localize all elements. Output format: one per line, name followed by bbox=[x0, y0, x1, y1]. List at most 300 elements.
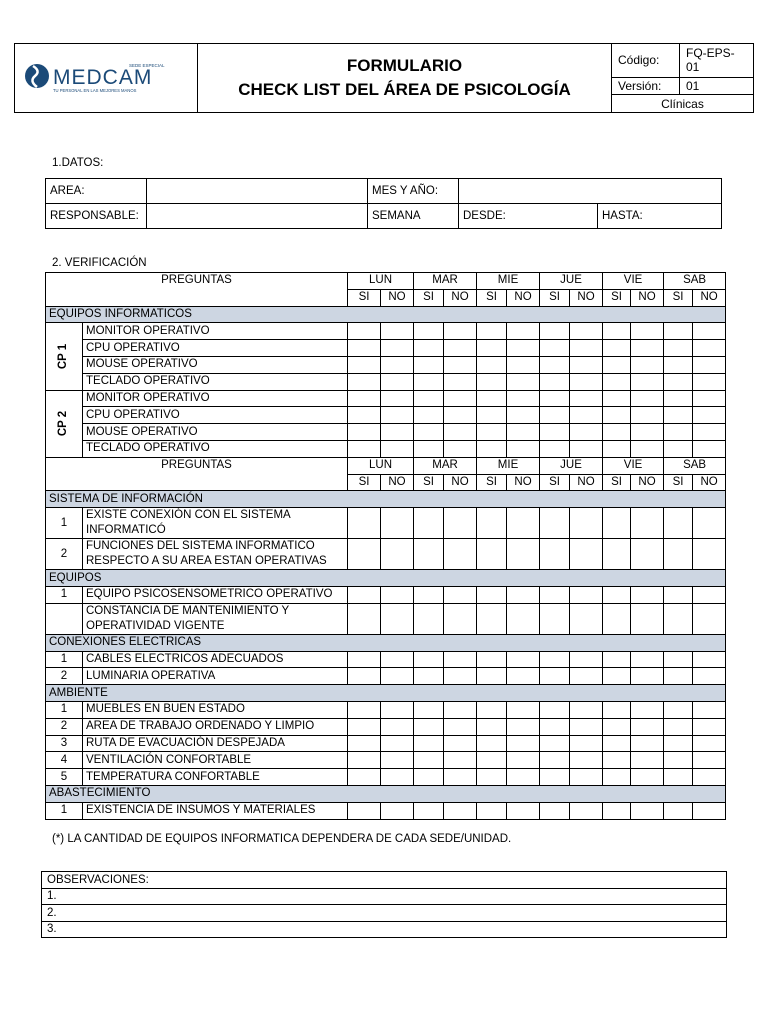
check-cell[interactable] bbox=[693, 651, 726, 668]
check-cell[interactable] bbox=[381, 340, 414, 357]
check-cell[interactable] bbox=[381, 668, 414, 685]
observacion-line-3[interactable]: 3. bbox=[42, 921, 727, 938]
check-cell[interactable] bbox=[664, 508, 693, 539]
check-cell[interactable] bbox=[507, 586, 540, 603]
check-cell[interactable] bbox=[603, 769, 631, 786]
no-header: NO bbox=[444, 474, 477, 491]
check-cell[interactable] bbox=[603, 668, 631, 685]
check-cell[interactable] bbox=[477, 603, 507, 634]
table-row bbox=[46, 440, 726, 457]
check-cell[interactable] bbox=[414, 539, 444, 570]
check-cell[interactable] bbox=[381, 769, 414, 786]
check-cell[interactable] bbox=[348, 752, 381, 769]
mes-field[interactable] bbox=[459, 179, 722, 204]
table-footnote: (*) LA CANTIDAD DE EQUIPOS INFORMATICA DEPENDERA DE CADA SEDE/UNIDAD. bbox=[52, 833, 512, 845]
check-cell[interactable] bbox=[348, 668, 381, 685]
check-cell[interactable] bbox=[381, 407, 414, 424]
check-cell[interactable] bbox=[477, 668, 507, 685]
check-cell[interactable] bbox=[603, 424, 631, 441]
check-cell[interactable] bbox=[477, 586, 507, 603]
check-cell[interactable] bbox=[540, 586, 570, 603]
check-cell[interactable] bbox=[507, 752, 540, 769]
check-cell[interactable] bbox=[603, 651, 631, 668]
no-header: NO bbox=[381, 289, 414, 306]
check-cell[interactable] bbox=[631, 718, 664, 735]
check-cell[interactable] bbox=[381, 323, 414, 340]
check-cell[interactable] bbox=[507, 356, 540, 373]
check-cell[interactable] bbox=[603, 752, 631, 769]
check-cell[interactable] bbox=[693, 603, 726, 634]
check-cell[interactable] bbox=[414, 586, 444, 603]
question-text: TEMPERATURA CONFORTABLE bbox=[83, 769, 348, 786]
si-header: SI bbox=[348, 474, 381, 491]
check-cell[interactable] bbox=[414, 390, 444, 407]
check-cell[interactable] bbox=[631, 390, 664, 407]
si-header: SI bbox=[603, 289, 631, 306]
check-cell[interactable] bbox=[348, 769, 381, 786]
check-cell[interactable] bbox=[507, 735, 540, 752]
check-cell[interactable] bbox=[603, 701, 631, 718]
no-header: NO bbox=[693, 474, 726, 491]
check-cell[interactable] bbox=[414, 651, 444, 668]
table-row bbox=[46, 323, 726, 340]
check-cell[interactable] bbox=[693, 668, 726, 685]
question-text: MUEBLES EN BUEN ESTADO bbox=[83, 701, 348, 718]
check-cell[interactable] bbox=[693, 718, 726, 735]
check-cell[interactable] bbox=[631, 440, 664, 457]
check-cell[interactable] bbox=[664, 668, 693, 685]
check-cell[interactable] bbox=[414, 440, 444, 457]
check-cell[interactable] bbox=[381, 701, 414, 718]
check-cell[interactable] bbox=[507, 603, 540, 634]
check-cell[interactable] bbox=[444, 373, 477, 390]
check-cell[interactable] bbox=[603, 586, 631, 603]
check-cell[interactable] bbox=[631, 586, 664, 603]
check-cell[interactable] bbox=[603, 539, 631, 570]
check-cell[interactable] bbox=[507, 340, 540, 357]
check-cell[interactable] bbox=[414, 603, 444, 634]
check-cell[interactable] bbox=[664, 752, 693, 769]
check-cell[interactable] bbox=[540, 603, 570, 634]
check-cell[interactable] bbox=[570, 668, 603, 685]
check-cell[interactable] bbox=[348, 340, 381, 357]
check-cell[interactable] bbox=[414, 701, 444, 718]
question-text: EXISTE CONEXIÓN CON EL SISTEMA INFORMATICÓ bbox=[83, 508, 348, 539]
check-cell[interactable] bbox=[507, 668, 540, 685]
check-cell[interactable] bbox=[570, 424, 603, 441]
check-cell[interactable] bbox=[414, 752, 444, 769]
check-cell[interactable] bbox=[507, 651, 540, 668]
check-cell[interactable] bbox=[631, 356, 664, 373]
check-cell[interactable] bbox=[693, 539, 726, 570]
check-cell[interactable] bbox=[414, 373, 444, 390]
check-cell[interactable] bbox=[444, 390, 477, 407]
check-cell[interactable] bbox=[570, 440, 603, 457]
check-cell[interactable] bbox=[664, 735, 693, 752]
check-cell[interactable] bbox=[631, 603, 664, 634]
table-row bbox=[46, 769, 726, 786]
logo-cell bbox=[15, 44, 198, 113]
check-cell[interactable] bbox=[540, 323, 570, 340]
check-cell[interactable] bbox=[540, 390, 570, 407]
check-cell[interactable] bbox=[631, 508, 664, 539]
check-cell[interactable] bbox=[570, 701, 603, 718]
check-cell[interactable] bbox=[348, 323, 381, 340]
check-cell[interactable] bbox=[414, 340, 444, 357]
check-cell[interactable] bbox=[693, 424, 726, 441]
check-cell[interactable] bbox=[414, 802, 444, 819]
check-cell[interactable] bbox=[631, 340, 664, 357]
check-cell[interactable] bbox=[381, 539, 414, 570]
check-cell[interactable] bbox=[693, 769, 726, 786]
check-cell[interactable] bbox=[540, 407, 570, 424]
check-cell[interactable] bbox=[570, 735, 603, 752]
check-cell[interactable] bbox=[570, 586, 603, 603]
check-cell[interactable] bbox=[664, 390, 693, 407]
check-cell[interactable] bbox=[631, 735, 664, 752]
check-cell[interactable] bbox=[631, 752, 664, 769]
check-cell[interactable] bbox=[507, 323, 540, 340]
check-cell[interactable] bbox=[444, 701, 477, 718]
check-cell[interactable] bbox=[477, 508, 507, 539]
check-cell[interactable] bbox=[381, 356, 414, 373]
check-cell[interactable] bbox=[414, 508, 444, 539]
check-cell[interactable] bbox=[603, 323, 631, 340]
check-cell[interactable] bbox=[664, 440, 693, 457]
check-cell[interactable] bbox=[693, 586, 726, 603]
check-cell[interactable] bbox=[507, 508, 540, 539]
check-cell[interactable] bbox=[444, 323, 477, 340]
check-cell[interactable] bbox=[381, 752, 414, 769]
check-cell[interactable] bbox=[381, 802, 414, 819]
check-cell[interactable] bbox=[477, 701, 507, 718]
check-cell[interactable] bbox=[381, 651, 414, 668]
check-cell[interactable] bbox=[631, 802, 664, 819]
check-cell[interactable] bbox=[570, 508, 603, 539]
check-cell[interactable] bbox=[540, 373, 570, 390]
check-cell[interactable] bbox=[664, 373, 693, 390]
check-cell[interactable] bbox=[540, 356, 570, 373]
check-cell[interactable] bbox=[477, 769, 507, 786]
check-cell[interactable] bbox=[381, 390, 414, 407]
check-cell[interactable] bbox=[507, 373, 540, 390]
check-cell[interactable] bbox=[570, 802, 603, 819]
check-cell[interactable] bbox=[477, 424, 507, 441]
check-cell[interactable] bbox=[631, 424, 664, 441]
check-cell[interactable] bbox=[477, 340, 507, 357]
check-cell[interactable] bbox=[348, 424, 381, 441]
check-cell[interactable] bbox=[664, 340, 693, 357]
check-cell[interactable] bbox=[540, 424, 570, 441]
check-cell[interactable] bbox=[570, 651, 603, 668]
check-cell[interactable] bbox=[540, 718, 570, 735]
check-cell[interactable] bbox=[477, 651, 507, 668]
check-cell[interactable] bbox=[444, 718, 477, 735]
check-cell[interactable] bbox=[477, 752, 507, 769]
check-cell[interactable] bbox=[570, 323, 603, 340]
check-cell[interactable] bbox=[477, 323, 507, 340]
check-cell[interactable] bbox=[540, 340, 570, 357]
medcam-logo bbox=[21, 57, 181, 97]
check-cell[interactable] bbox=[348, 373, 381, 390]
check-cell[interactable] bbox=[507, 390, 540, 407]
si-header: SI bbox=[477, 474, 507, 491]
check-cell[interactable] bbox=[631, 651, 664, 668]
check-cell[interactable] bbox=[444, 802, 477, 819]
check-cell[interactable] bbox=[603, 735, 631, 752]
check-cell[interactable] bbox=[603, 373, 631, 390]
check-cell[interactable] bbox=[381, 424, 414, 441]
check-cell[interactable] bbox=[444, 651, 477, 668]
check-cell[interactable] bbox=[570, 390, 603, 407]
check-cell[interactable] bbox=[507, 802, 540, 819]
hasta-label: HASTA: bbox=[602, 210, 643, 222]
check-cell[interactable] bbox=[444, 668, 477, 685]
check-cell[interactable] bbox=[507, 440, 540, 457]
check-cell[interactable] bbox=[348, 356, 381, 373]
check-cell[interactable] bbox=[570, 603, 603, 634]
no-header: NO bbox=[507, 289, 540, 306]
check-cell[interactable] bbox=[381, 735, 414, 752]
check-cell[interactable] bbox=[570, 407, 603, 424]
check-cell[interactable] bbox=[414, 668, 444, 685]
table-row bbox=[46, 752, 726, 769]
check-cell[interactable] bbox=[570, 769, 603, 786]
check-cell[interactable] bbox=[381, 440, 414, 457]
table-row bbox=[46, 356, 726, 373]
check-cell[interactable] bbox=[507, 769, 540, 786]
check-cell[interactable] bbox=[444, 356, 477, 373]
day-header-mar: MAR bbox=[414, 457, 477, 474]
check-cell[interactable] bbox=[664, 424, 693, 441]
check-cell[interactable] bbox=[540, 769, 570, 786]
check-cell[interactable] bbox=[414, 769, 444, 786]
check-cell[interactable] bbox=[570, 373, 603, 390]
check-cell[interactable] bbox=[603, 508, 631, 539]
check-cell[interactable] bbox=[348, 440, 381, 457]
day-header-mar: MAR bbox=[414, 273, 477, 290]
check-cell[interactable] bbox=[414, 424, 444, 441]
check-cell[interactable] bbox=[631, 539, 664, 570]
category-row bbox=[46, 306, 726, 323]
logo-tag: SEDE ESPECIAL bbox=[129, 62, 165, 68]
verification-table bbox=[45, 272, 726, 820]
day-header-row bbox=[46, 273, 726, 290]
check-cell[interactable] bbox=[444, 424, 477, 441]
check-cell[interactable] bbox=[540, 752, 570, 769]
check-cell[interactable] bbox=[603, 356, 631, 373]
datos-title: 1.DATOS: bbox=[52, 157, 104, 169]
check-cell[interactable] bbox=[444, 440, 477, 457]
check-cell[interactable] bbox=[381, 718, 414, 735]
area-label: AREA: bbox=[46, 179, 147, 204]
check-cell[interactable] bbox=[664, 701, 693, 718]
check-cell[interactable] bbox=[664, 323, 693, 340]
check-cell[interactable] bbox=[603, 390, 631, 407]
check-cell[interactable] bbox=[540, 539, 570, 570]
question-number bbox=[46, 603, 83, 634]
check-cell[interactable] bbox=[570, 718, 603, 735]
day-header-sab: SAB bbox=[664, 273, 726, 290]
observacion-line-1[interactable]: 1. bbox=[42, 888, 727, 905]
check-cell[interactable] bbox=[444, 752, 477, 769]
check-cell[interactable] bbox=[348, 586, 381, 603]
category-label: ABASTECIMIENTO bbox=[46, 785, 726, 802]
check-cell[interactable] bbox=[507, 407, 540, 424]
check-cell[interactable] bbox=[444, 340, 477, 357]
check-cell[interactable] bbox=[477, 440, 507, 457]
observaciones-table bbox=[41, 871, 727, 938]
check-cell[interactable] bbox=[348, 603, 381, 634]
check-cell[interactable] bbox=[631, 701, 664, 718]
check-cell[interactable] bbox=[348, 718, 381, 735]
check-cell[interactable] bbox=[603, 407, 631, 424]
check-cell[interactable] bbox=[603, 340, 631, 357]
title-line-2: CHECK LIST DEL ÁREA DE PSICOLOGÍA bbox=[238, 80, 571, 99]
responsable-field[interactable] bbox=[147, 204, 368, 229]
check-cell[interactable] bbox=[477, 539, 507, 570]
check-cell[interactable] bbox=[444, 407, 477, 424]
check-cell[interactable] bbox=[477, 390, 507, 407]
check-cell[interactable] bbox=[348, 735, 381, 752]
check-cell[interactable] bbox=[444, 508, 477, 539]
check-cell[interactable] bbox=[693, 440, 726, 457]
category-row bbox=[46, 570, 726, 587]
hasta-field[interactable] bbox=[598, 204, 722, 229]
check-cell[interactable] bbox=[477, 373, 507, 390]
check-cell[interactable] bbox=[348, 390, 381, 407]
category-label: EQUIPOS INFORMATICOS bbox=[46, 306, 726, 323]
check-cell[interactable] bbox=[348, 539, 381, 570]
check-cell[interactable] bbox=[414, 407, 444, 424]
check-cell[interactable] bbox=[603, 802, 631, 819]
check-cell[interactable] bbox=[414, 718, 444, 735]
observacion-line-2[interactable]: 2. bbox=[42, 905, 727, 922]
check-cell[interactable] bbox=[570, 356, 603, 373]
question-number: 3 bbox=[46, 735, 83, 752]
check-cell[interactable] bbox=[664, 539, 693, 570]
desde-field[interactable] bbox=[459, 204, 598, 229]
question-text: VENTILACIÓN CONFORTABLE bbox=[83, 752, 348, 769]
category-label: CONEXIONES ELECTRICAS bbox=[46, 634, 726, 651]
day-header-sab: SAB bbox=[664, 457, 726, 474]
check-cell[interactable] bbox=[664, 802, 693, 819]
check-cell[interactable] bbox=[693, 752, 726, 769]
check-cell[interactable] bbox=[381, 373, 414, 390]
check-cell[interactable] bbox=[444, 735, 477, 752]
check-cell[interactable] bbox=[444, 539, 477, 570]
check-cell[interactable] bbox=[631, 373, 664, 390]
check-cell[interactable] bbox=[540, 508, 570, 539]
check-cell[interactable] bbox=[348, 651, 381, 668]
check-cell[interactable] bbox=[381, 603, 414, 634]
check-cell[interactable] bbox=[693, 802, 726, 819]
check-cell[interactable] bbox=[693, 508, 726, 539]
check-cell[interactable] bbox=[477, 718, 507, 735]
category-row bbox=[46, 634, 726, 651]
observaciones-label: OBSERVACIONES: bbox=[42, 872, 727, 889]
check-cell[interactable] bbox=[603, 603, 631, 634]
preguntas-header: PREGUNTAS bbox=[46, 457, 348, 491]
check-cell[interactable] bbox=[414, 356, 444, 373]
check-cell[interactable] bbox=[693, 340, 726, 357]
check-cell[interactable] bbox=[540, 668, 570, 685]
check-cell[interactable] bbox=[348, 407, 381, 424]
check-cell[interactable] bbox=[540, 701, 570, 718]
day-header-jue: JUE bbox=[540, 457, 603, 474]
form-header bbox=[14, 43, 754, 113]
check-cell[interactable] bbox=[603, 718, 631, 735]
check-cell[interactable] bbox=[570, 539, 603, 570]
check-cell[interactable] bbox=[664, 407, 693, 424]
check-cell[interactable] bbox=[631, 668, 664, 685]
check-cell[interactable] bbox=[570, 752, 603, 769]
si-header: SI bbox=[664, 474, 693, 491]
check-cell[interactable] bbox=[381, 508, 414, 539]
check-cell[interactable] bbox=[540, 802, 570, 819]
area-field[interactable] bbox=[147, 179, 368, 204]
check-cell[interactable] bbox=[540, 651, 570, 668]
check-cell[interactable] bbox=[348, 802, 381, 819]
check-cell[interactable] bbox=[507, 424, 540, 441]
check-cell[interactable] bbox=[507, 718, 540, 735]
check-cell[interactable] bbox=[540, 735, 570, 752]
check-cell[interactable] bbox=[631, 769, 664, 786]
check-cell[interactable] bbox=[693, 390, 726, 407]
check-cell[interactable] bbox=[664, 769, 693, 786]
check-cell[interactable] bbox=[348, 508, 381, 539]
check-cell[interactable] bbox=[477, 802, 507, 819]
check-cell[interactable] bbox=[540, 440, 570, 457]
table-row bbox=[46, 668, 726, 685]
check-cell[interactable] bbox=[444, 586, 477, 603]
check-cell[interactable] bbox=[570, 340, 603, 357]
check-cell[interactable] bbox=[603, 440, 631, 457]
check-cell[interactable] bbox=[664, 603, 693, 634]
check-cell[interactable] bbox=[444, 769, 477, 786]
check-cell[interactable] bbox=[664, 586, 693, 603]
check-cell[interactable] bbox=[507, 539, 540, 570]
category-label: SISTEMA DE INFORMACIÓN bbox=[46, 491, 726, 508]
check-cell[interactable] bbox=[664, 651, 693, 668]
code-value: FQ-EPS-01 bbox=[680, 44, 754, 78]
check-cell[interactable] bbox=[348, 701, 381, 718]
check-cell[interactable] bbox=[693, 356, 726, 373]
si-header: SI bbox=[540, 289, 570, 306]
check-cell[interactable] bbox=[414, 323, 444, 340]
check-cell[interactable] bbox=[477, 356, 507, 373]
check-cell[interactable] bbox=[693, 407, 726, 424]
check-cell[interactable] bbox=[693, 735, 726, 752]
check-cell[interactable] bbox=[507, 701, 540, 718]
check-cell[interactable] bbox=[631, 407, 664, 424]
check-cell[interactable] bbox=[693, 373, 726, 390]
check-cell[interactable] bbox=[693, 701, 726, 718]
check-cell[interactable] bbox=[414, 735, 444, 752]
check-cell[interactable] bbox=[664, 718, 693, 735]
check-cell[interactable] bbox=[664, 356, 693, 373]
check-cell[interactable] bbox=[631, 323, 664, 340]
check-cell[interactable] bbox=[477, 407, 507, 424]
check-cell[interactable] bbox=[444, 603, 477, 634]
cp-group-text: CP 1 bbox=[57, 343, 70, 370]
check-cell[interactable] bbox=[693, 323, 726, 340]
desde-label: DESDE: bbox=[463, 210, 506, 222]
question-text: LUMINARIA OPERATIVA bbox=[83, 668, 348, 685]
table-row bbox=[46, 373, 726, 390]
check-cell[interactable] bbox=[381, 586, 414, 603]
check-cell[interactable] bbox=[477, 735, 507, 752]
